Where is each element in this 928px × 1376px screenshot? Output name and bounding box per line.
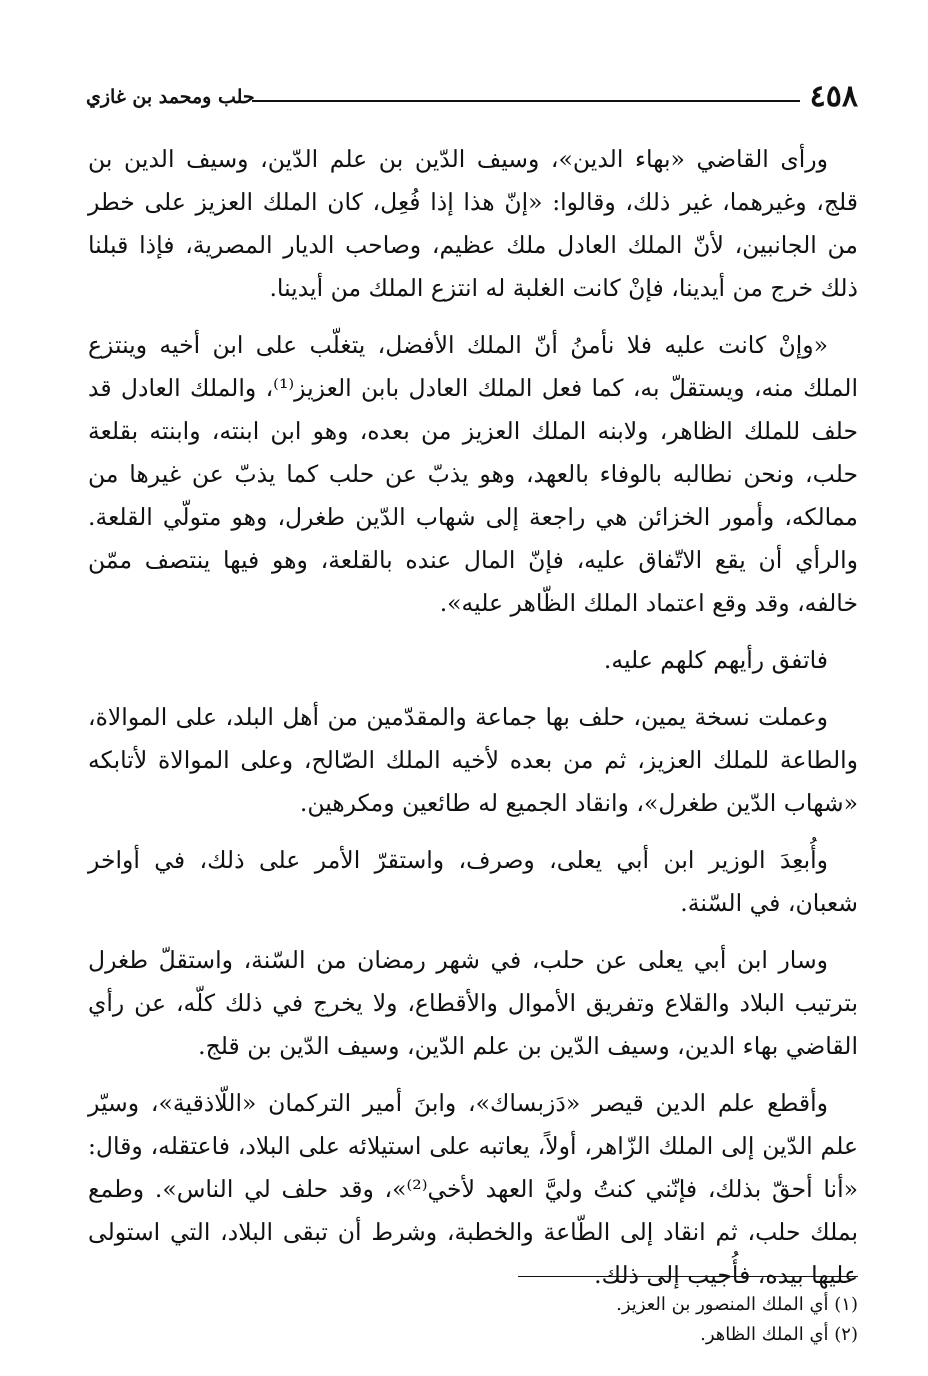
paragraph: وأقطع علم الدين قيصر «دَزبساك»، وابنَ أمير التركمان «اللّاذقية»، وسيّر علم الدّين إلى الملك الزّاهر، أولاً، يعاتبه على استيلائه على البلاد، فاعتقله، وقال: «أنا أحقّ بذلك، فإنّني كنتُ وليَّ العهد لأخي⁽²⁾»، وقد حلف لي الناس». وطمع بملك حلب، ثم انقاد إلى الطّاعة والخطبة، وشرط أن تبقى البلاد، التي استولى عليها بيده، فأُجيب إلى ذلك. (88, 1089, 858, 1289)
body-text (88, 138, 858, 1311)
paragraph: وسار ابن أبي يعلى عن حلب، في شهر رمضان من السّنة، واستقلّ طغرل بترتيب البلاد والقلاع وتفريق الأموال والأقطاع، ولا يخرج في ذلك كلّه، عن رأي القاضي بهاء الدين، وسيف الدّين بن علم الدّين، وسيف الدّين بن قلج. (88, 946, 858, 1060)
paragraph: فاتفق رأيهم كلهم عليه. (603, 646, 828, 674)
footnote: (١) أي الملك المنصور بن العزيز. (616, 1294, 858, 1315)
paragraph: وأُبعِدَ الوزير ابن أبي يعلى، وصرف، واستقرّ الأمر على ذلك، في أواخر شعبان، في السّنة. (88, 846, 858, 917)
footnote-rule (518, 1276, 858, 1277)
page-header (86, 78, 858, 118)
paragraph: ورأى القاضي «بهاء الدين»، وسيف الدّين بن علم الدّين، وسيف الدين بن قلج، وغيرهما، غير ذلك، وقالوا: «إنّ هذا إذا فُعِل، كان الملك العزيز على خطر من الجانبين، لأنّ الملك العادل ملك عظيم، وصاحب الديار المصرية، فإذا قبلنا ذلك خرج من أيدينا، فإنْ كانت الغلبة له انتزع الملك من أيدينا. (88, 145, 858, 302)
running-title: حلب ومحمد بن غازي (86, 86, 255, 108)
paragraph: «وإنْ كانت عليه فلا نأمنُ أنّ الملك الأفضل، يتغلّب على ابن أخيه وينتزع الملك منه، ويستقلّ به، كما فعل الملك العادل بابن العزيز⁽¹⁾، والملك العادل قد حلف للملك الظاهر، ولابنه الملك العزيز من بعده، وهو ابن ابنته، وابنته بقلعة حلب، ونحن نطالبه بالوفاء بالعهد، وهو يذبّ عن حلب كما يذبّ عن غيرها من ممالكه، وأمور الخزائن هي راجعة إلى شهاب الدّين طغرل، وهو متولّي القلعة. والرأي أن يقع الاتّفاق عليه، فإنّ المال عنده بالقلعة، وهو فيها ينتصف ممّن خالفه، وقد وقع اعتماد الملك الظّاهر عليه». (88, 331, 858, 617)
header-rule (252, 100, 800, 102)
footnotes (158, 1290, 858, 1350)
paragraph: وعملت نسخة يمين، حلف بها جماعة والمقدّمين من أهل البلد، على الموالاة، والطاعة للملك العزيز، ثم من بعده لأخيه الملك الصّالح، وعلى الموالاة لأتابكه «شهاب الدّين طغرل»، وانقاد الجميع له طائعين ومكرهين. (88, 703, 858, 817)
footnote: (٢) أي الملك الظاهر. (700, 1324, 858, 1345)
page-number: ٤٥٨ (809, 79, 858, 114)
